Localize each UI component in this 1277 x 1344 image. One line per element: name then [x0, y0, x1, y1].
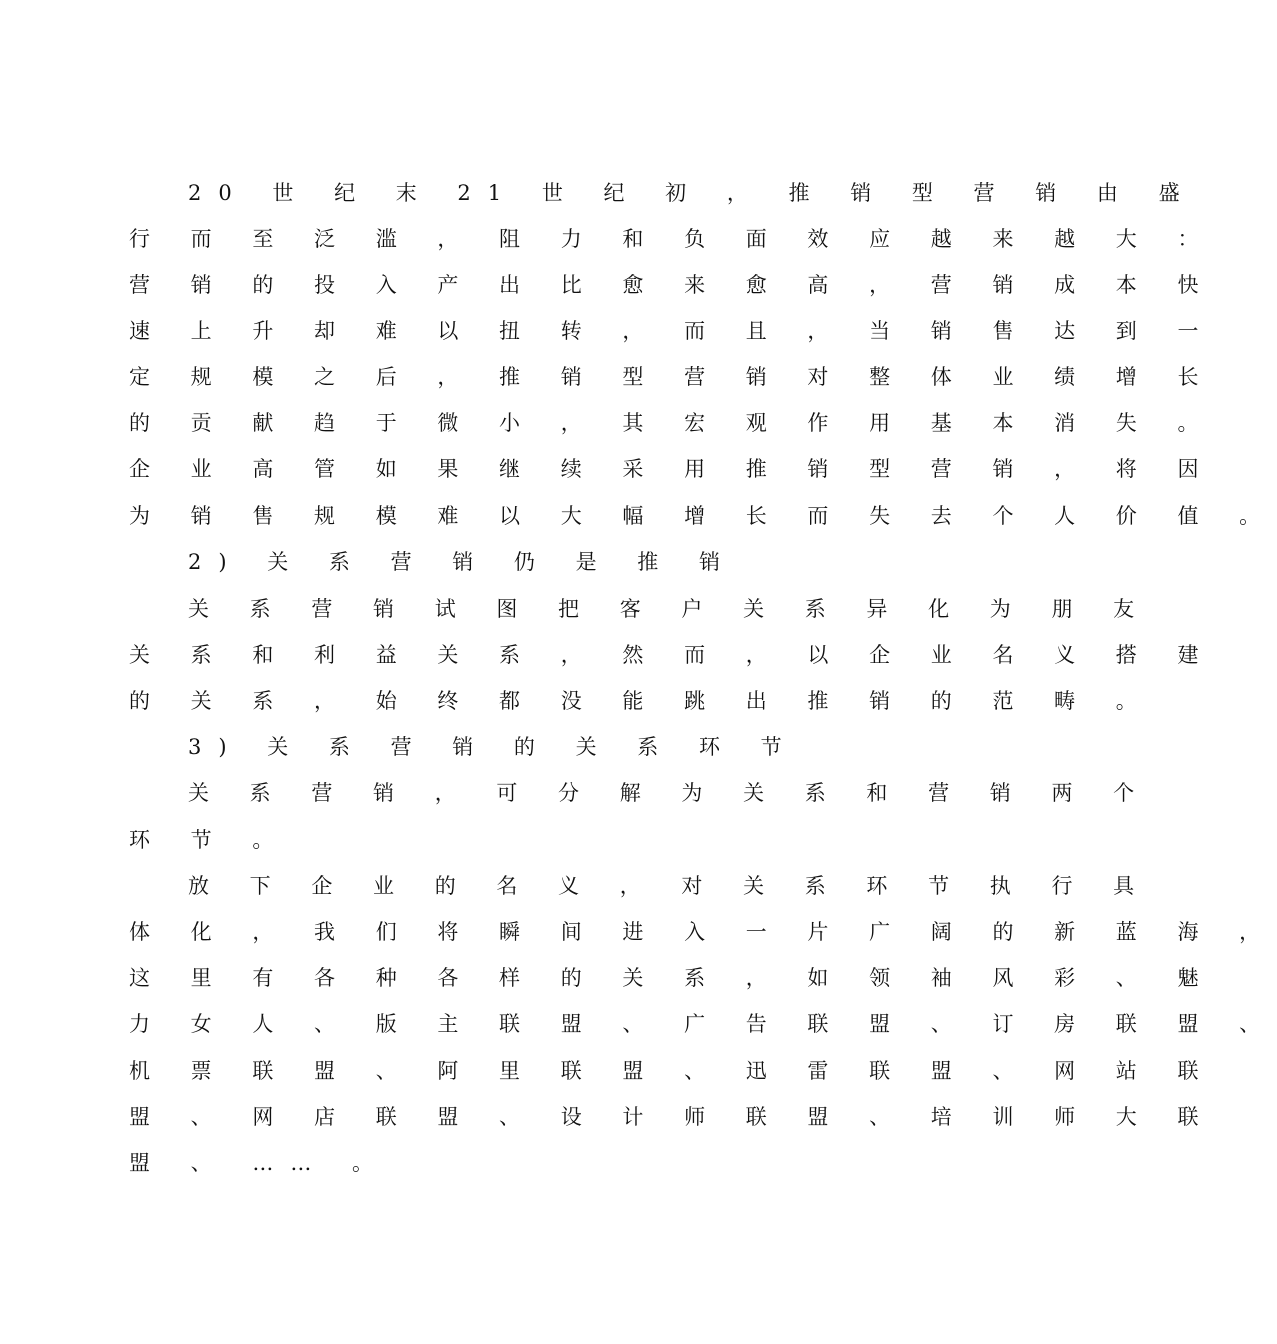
paragraph-line: 力 女 人 、 版 主 联 盟 、 广 告 联 盟 、 订 房 联 盟 、 — [129, 1012, 1277, 1036]
section-heading: 3) 关 系 营 销 的 关 系 环 节 — [188, 735, 799, 759]
paragraph-line: 的 关 系 ， 始 终 都 没 能 跳 出 推 销 的 范 畴 。 — [129, 689, 1154, 713]
paragraph-line: 放 下 企 业 的 名 义 ， 对 关 系 环 节 执 行 具 — [188, 874, 1152, 898]
section-heading: 2) 关 系 营 销 仍 是 推 销 — [188, 550, 737, 574]
paragraph-line: 企 业 高 管 如 果 继 续 采 用 推 销 型 营 销 ， 将 因 — [129, 457, 1216, 481]
paragraph-line: 环 节 。 — [129, 828, 291, 852]
paragraph-line: 关 系 营 销 试 图 把 客 户 关 系 异 化 为 朋 友 — [188, 597, 1152, 621]
paragraph-line: 体 化 ， 我 们 将 瞬 间 进 入 一 片 广 阔 的 新 蓝 海 ， — [129, 920, 1277, 944]
paragraph-line: 行 而 至 泛 滥 ， 阻 力 和 负 面 效 应 越 来 越 大 ： — [129, 227, 1216, 251]
paragraph-line: 机 票 联 盟 、 阿 里 联 盟 、 迅 雷 联 盟 、 网 站 联 — [129, 1059, 1216, 1083]
paragraph-line: 速 上 升 却 难 以 扭 转 ， 而 且 ， 当 销 售 达 到 一 — [129, 319, 1216, 343]
paragraph-line: 盟 、 …… 。 — [129, 1151, 391, 1175]
paragraph-line: 营 销 的 投 入 产 出 比 愈 来 愈 高 ， 营 销 成 本 快 — [129, 273, 1216, 297]
paragraph-line: 的 贡 献 趋 于 微 小 ， 其 宏 观 作 用 基 本 消 失 。 — [129, 411, 1216, 435]
paragraph-line: 定 规 模 之 后 ， 推 销 型 营 销 对 整 体 业 绩 增 长 — [129, 365, 1216, 389]
paragraph-line: 关 系 和 利 益 关 系 ， 然 而 ， 以 企 业 名 义 搭 建 — [129, 643, 1216, 667]
paragraph-line: 关 系 营 销 ， 可 分 解 为 关 系 和 营 销 两 个 — [188, 781, 1152, 805]
paragraph-line: 20 世 纪 末 21 世 纪 初 ， 推 销 型 营 销 由 盛 — [188, 181, 1197, 205]
paragraph-line: 这 里 有 各 种 各 样 的 关 系 ， 如 领 袖 风 彩 、 魅 — [129, 966, 1216, 990]
paragraph-line: 为 销 售 规 模 难 以 大 幅 增 长 而 失 去 个 人 价 值 。 — [129, 504, 1277, 528]
paragraph-line: 盟 、 网 店 联 盟 、 设 计 师 联 盟 、 培 训 师 大 联 — [129, 1105, 1216, 1129]
